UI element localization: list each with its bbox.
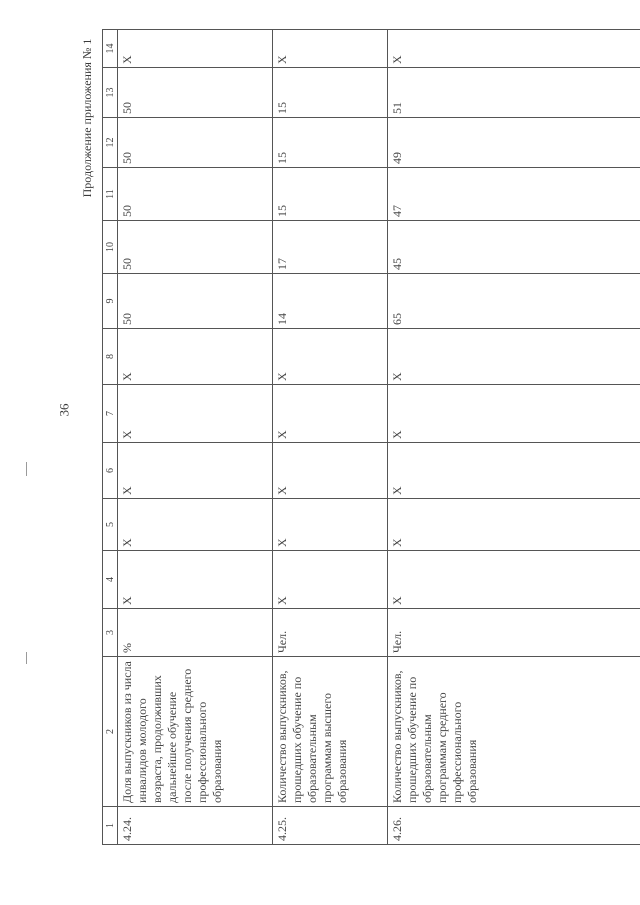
row-description: Доля выпускников из числа инвалидов молодого возраста, продолживших дальнейшее обучение после получения среднего профессионального образования [118, 657, 273, 807]
cell-c9: 14 [273, 274, 388, 329]
col-header: 2 [103, 657, 118, 807]
cell-c9: 65 [388, 274, 640, 329]
indicator-table [102, 29, 640, 845]
col-header: 12 [103, 118, 118, 168]
cell-c4: X [118, 551, 273, 609]
cell-c14: X [388, 30, 640, 68]
row-description: Количество выпускников, прошедших обучение по образовательным программам высшего образования [273, 657, 388, 807]
cell-c8: X [118, 329, 273, 385]
cell-c5: X [118, 499, 273, 551]
row-number: 4.26. [388, 807, 640, 845]
table-row [118, 30, 273, 845]
cell-c4: X [273, 551, 388, 609]
cell-c12: 15 [273, 118, 388, 168]
cell-c12: 49 [388, 118, 640, 168]
table-row [273, 30, 388, 845]
scan-mark-top [26, 462, 27, 476]
continuation-label: Продолжение приложения № 1 [80, 38, 94, 198]
cell-c12: 50 [118, 118, 273, 168]
row-number: 4.24. [118, 807, 273, 845]
cell-c6: X [118, 443, 273, 499]
table-rotator [102, 30, 640, 845]
row-description: Количество выпускников, прошедших обучение по образовательным программам среднего профессионального образования [388, 657, 640, 807]
rotated-table-area [102, 30, 640, 845]
cell-c9: 50 [118, 274, 273, 329]
col-header: 3 [103, 609, 118, 657]
cell-c10: 45 [388, 221, 640, 274]
col-header: 7 [103, 385, 118, 443]
cell-c14: X [273, 30, 388, 68]
col-header: 8 [103, 329, 118, 385]
col-header: 4 [103, 551, 118, 609]
cell-c8: X [388, 329, 640, 385]
cell-c5: X [273, 499, 388, 551]
table-row [388, 30, 640, 845]
cell-c10: 17 [273, 221, 388, 274]
cell-c10: 50 [118, 221, 273, 274]
cell-c7: X [118, 385, 273, 443]
cell-c6: X [273, 443, 388, 499]
col-header: 11 [103, 168, 118, 221]
col-header: 1 [103, 807, 118, 845]
cell-c5: X [388, 499, 640, 551]
scan-mark-bottom [26, 652, 27, 664]
row-number: 4.25. [273, 807, 388, 845]
col-header: 9 [103, 274, 118, 329]
cell-c11: 15 [273, 168, 388, 221]
col-header: 13 [103, 68, 118, 118]
col-header: 5 [103, 499, 118, 551]
cell-c14: X [118, 30, 273, 68]
header-row [103, 30, 118, 845]
page-number: 36 [56, 403, 72, 417]
col-header: 6 [103, 443, 118, 499]
cell-c8: X [273, 329, 388, 385]
col-header: 14 [103, 30, 118, 68]
row-unit: Чел. [273, 609, 388, 657]
cell-c13: 50 [118, 68, 273, 118]
row-unit: Чел. [388, 609, 640, 657]
cell-c11: 47 [388, 168, 640, 221]
cell-c7: X [388, 385, 640, 443]
row-unit: % [118, 609, 273, 657]
cell-c13: 15 [273, 68, 388, 118]
cell-c7: X [273, 385, 388, 443]
cell-c13: 51 [388, 68, 640, 118]
cell-c6: X [388, 443, 640, 499]
cell-c11: 50 [118, 168, 273, 221]
cell-c4: X [388, 551, 640, 609]
col-header: 10 [103, 221, 118, 274]
